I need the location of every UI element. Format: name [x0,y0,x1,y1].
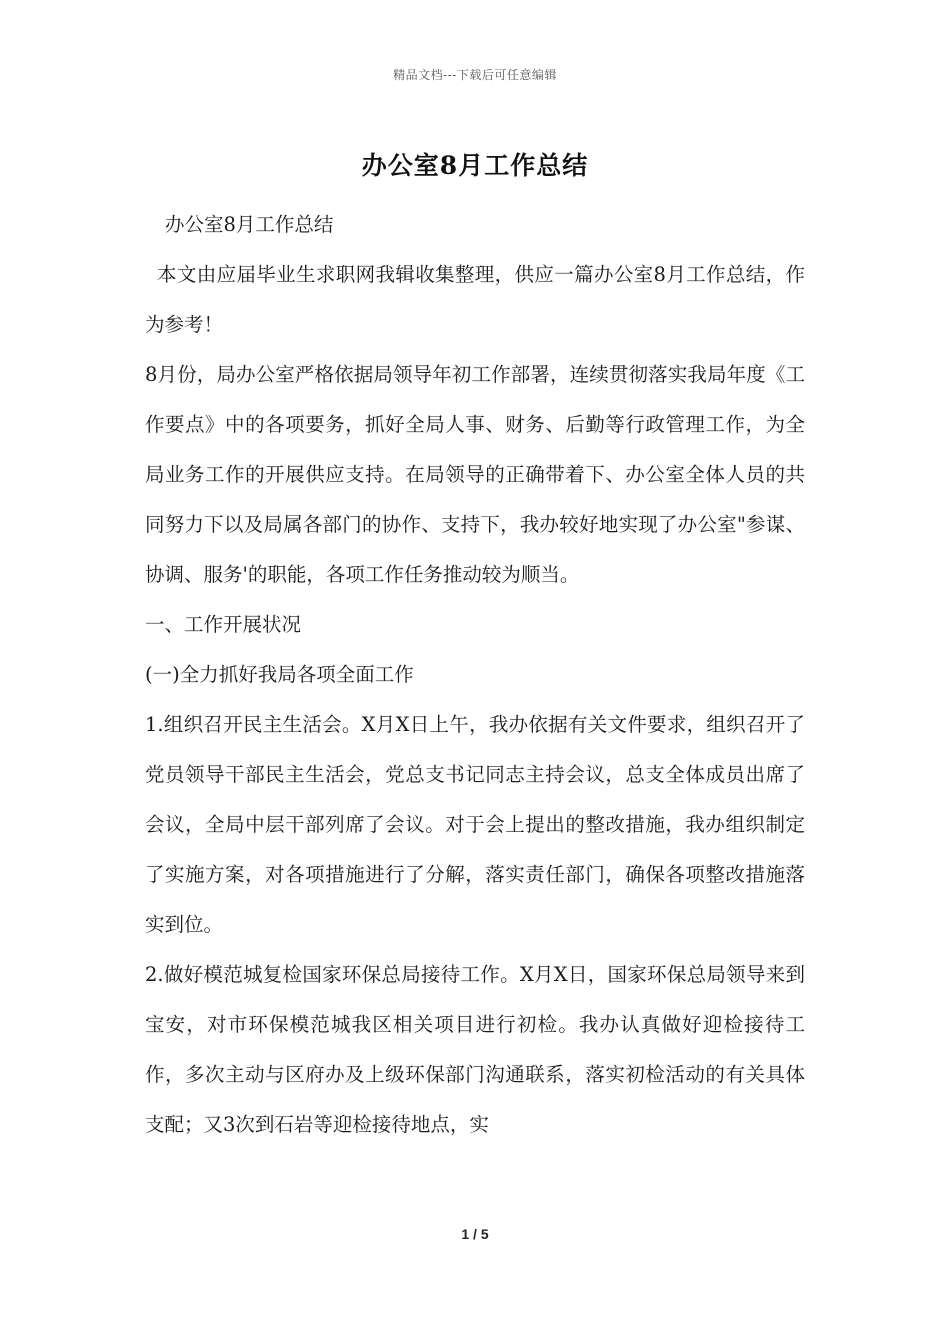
paragraph-subtitle: 办公室8月工作总结 [165,213,334,236]
document-title: 办公室8月工作总结 [361,151,589,180]
section-heading-1: 一、工作开展状况 [145,613,302,636]
paragraph-item-2: 2.做好模范城复检国家环保总局接待工作。X月X日，国家环保总局领导来到宝安，对市环保模范城我区相关项目进行初检。我办认真做好迎检接待工作，多次主动与区府办及上级环保部门沟通联系，落实初检活动的有关具体支配；又3次到石岩等迎检接待地点，实 [145,963,805,1136]
subsection-heading-1: (一)全力抓好我局各项全面工作 [145,663,414,686]
paragraph-intro: 本文由应届毕业生求职网我辑收集整理，供应一篇办公室8月工作总结，作为参考！ [145,263,805,336]
header-note: 精品文档---下载后可任意编辑 [393,68,557,82]
paragraph-item-1: 1.组织召开民主生活会。X月X日上午，我办依据有关文件要求，组织召开了党员领导干部民主生活会，党总支书记同志主持会议，总支全体成员出席了会议，全局中层干部列席了会议。对于会上提出的整改措施，我办组织制定了实施方案，对各项措施进行了分解，落实责任部门，确保各项整改措施落实到位。 [145,713,805,936]
page-indicator: 1 / 5 [461,1226,489,1242]
document-body [145,200,805,1150]
paragraph-overview: 8月份，局办公室严格依据局领导年初工作部署，连续贯彻落实我局年度《工作要点》中的各项要务，抓好全局人事、财务、后勤等行政管理工作，为全局业务工作的开展供应支持。在局领导的正确带着下、办公室全体人员的共同努力下以及局属各部门的协作、支持下，我办较好地实现了办公室"参谋、协调、服务'的职能，各项工作任务推动较为顺当。 [145,363,805,586]
